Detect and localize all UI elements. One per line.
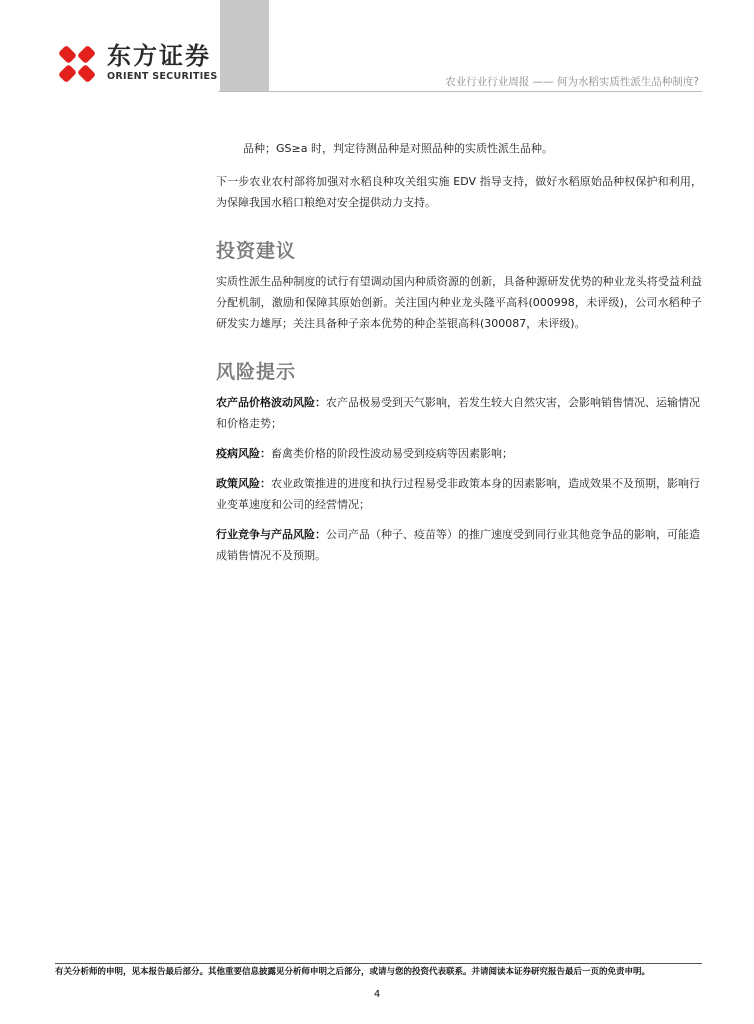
investment-paragraph: 实质性派生品种制度的试行有望调动国内种质资源的创新，具备种源研发优势的种业龙头将受益利益分配机制，激励和保障其原始创新。关注国内种业龙头隆平高科(000998，未评级)，公司水稻种子研发实力雄厚；关注具备种子亲本优势的种企荃银高科(300087，未评级)。 — [216, 275, 702, 330]
risk-item-title: 疫病风险： — [216, 447, 271, 460]
body-paragraph: 下一步农业农村部将加强对水稻良种攻关组实施 EDV 指导支持，做好水稻原始品种权保护和利用，为保障我国水稻口粮绝对安全提供动力支持。 — [216, 175, 702, 209]
risk-item-title: 行业竞争与产品风险： — [216, 528, 326, 541]
report-header-info: 农业行业行业周报 —— 何为水稻实质性派生品种制度? — [445, 76, 699, 88]
header-divider — [218, 91, 702, 92]
risk-item-text: 公司产品（种子、疫苗等）的推广速度受到同行业其他竞争品的影响，可能造成销售情况不及预期。 — [216, 528, 700, 562]
section-heading-investment: 投资建议 — [216, 240, 297, 262]
footer-divider — [55, 963, 702, 964]
logo-mark-icon — [55, 42, 99, 86]
body-paragraph: 品种；GS≥a 时，判定待测品种是对照品种的实质性派生品种。 — [243, 142, 553, 155]
orient-securities-logo — [55, 42, 225, 86]
page-number: 4 — [373, 989, 381, 1000]
risk-item — [216, 524, 702, 566]
risk-item-title: 农产品价格波动风险： — [216, 396, 326, 409]
risk-item-text: 畜禽类价格的阶段性波动易受到疫病等因素影响； — [271, 447, 513, 460]
section-heading-risk: 风险提示 — [216, 361, 297, 383]
risk-item — [216, 392, 702, 434]
logo-english-name: ORIENT SECURITIES — [107, 71, 218, 82]
risk-item-text: 农业政策推进的进度和执行过程易受非政策本身的因素影响，造成效果不及预期，影响行业变革速度和公司的经营情况； — [216, 477, 700, 511]
footer-disclaimer: 有关分析师的申明，见本报告最后部分。其他重要信息披露见分析师申明之后部分，或请与您的投资代表联系。并请阅读本证券研究报告最后一页的免责申明。 — [55, 967, 651, 977]
logo-chinese-name: 东方证券 — [107, 42, 211, 70]
report-body — [216, 138, 702, 575]
risk-item-text: 农产品极易受到天气影响，若发生较大自然灾害，会影响销售情况、运输情况和价格走势； — [216, 396, 700, 430]
risk-item — [216, 473, 702, 515]
risk-item — [216, 443, 702, 464]
header-gray-band — [220, 0, 269, 92]
risk-item-title: 政策风险： — [216, 477, 271, 490]
